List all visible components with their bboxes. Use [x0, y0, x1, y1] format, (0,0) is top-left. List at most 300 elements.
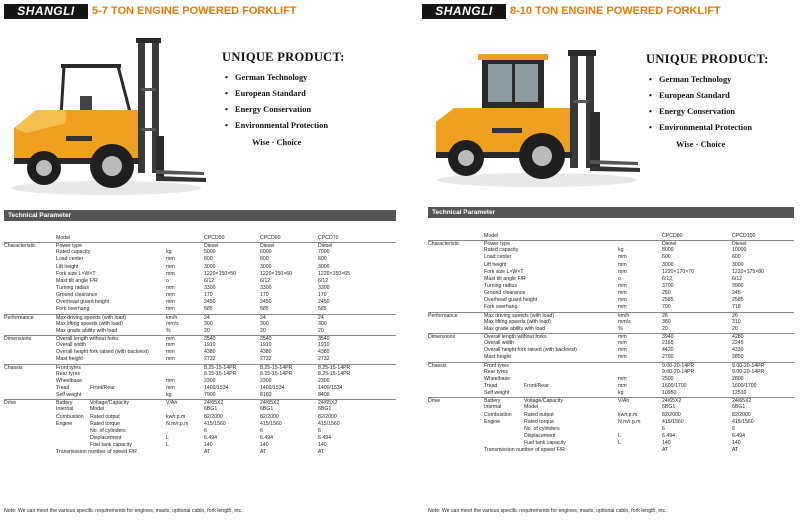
row-parameter: Mast height [484, 354, 511, 361]
row-parameter: Wheelbase [484, 375, 510, 382]
row-unit: N.m/r.p.m [166, 420, 189, 427]
table-row [4, 449, 396, 456]
row-unit: mm [166, 377, 175, 384]
row-subparameter: No. of cylinders [90, 427, 126, 434]
table-row [4, 342, 396, 349]
row-subparameter: Rated torque [90, 420, 120, 427]
row-value: 4280 [732, 333, 744, 340]
table-row [428, 247, 794, 254]
row-unit: mm [166, 384, 175, 391]
row-parameter: Overall width [484, 340, 514, 347]
row-parameter: Max lifting speeds (with load) [56, 320, 123, 327]
feature-item: • Environmental Protection [222, 118, 345, 134]
row-subparameter: Front/Rear [524, 382, 549, 389]
unique-product-heading: UNIQUE PRODUCT: [222, 50, 345, 64]
row-unit: kg [618, 390, 624, 397]
row-value: AT [732, 447, 739, 454]
row-value: 8.25-15-14PR [318, 364, 351, 371]
section-header: Technical Parameter [428, 207, 794, 218]
brand-logo: SHANGLI [4, 4, 88, 19]
row-parameter: Fork overhang [484, 304, 518, 311]
table-row [4, 285, 396, 292]
row-unit: mm [166, 284, 175, 291]
row-value: 170 [318, 292, 327, 299]
row-value: 82/2000 [204, 413, 223, 420]
row-value: 8.25-15-14PR [318, 370, 351, 377]
row-value: 10950 [662, 390, 677, 397]
row-value: 3300 [204, 284, 216, 291]
table-row [4, 435, 396, 442]
table-row [4, 328, 396, 335]
table-row [4, 414, 396, 421]
row-value: 140 [662, 440, 671, 447]
row-parameter: Overall height fork raised (with backrest) [56, 349, 149, 356]
row-value: 1400/1534 [260, 384, 285, 391]
row-value: 20 [318, 327, 324, 334]
row-value: 170 [204, 292, 213, 299]
row-value: 600 [260, 256, 269, 263]
table-row [4, 278, 396, 285]
feature-item: • German Technology [646, 72, 769, 88]
row-value: 8160 [260, 392, 272, 399]
row-unit: mm/s [166, 320, 179, 327]
feature-item: • European Standard [222, 86, 345, 102]
row-value: 6BG1 [662, 404, 676, 411]
row-parameter: Lift height [484, 261, 507, 268]
row-parameter: Combustion [484, 411, 512, 418]
row-value: 2800 [732, 375, 744, 382]
feature-item: • Energy Conservation [222, 102, 345, 118]
row-value: 6000 [260, 249, 272, 256]
table-row [428, 369, 794, 376]
footnote: Note: We can meet the various specific requirements for engines, masts, optional cabin, fork length, etc. [428, 508, 667, 514]
row-unit: mm [166, 306, 175, 313]
row-value: 24 [260, 314, 266, 321]
table-row [4, 442, 396, 449]
page-title: 5-7 TON ENGINE POWERED FORKLIFT [92, 5, 297, 17]
row-value: 300 [260, 320, 269, 327]
row-value: 20 [204, 327, 210, 334]
row-unit: L [166, 434, 169, 441]
table-row [428, 419, 794, 426]
row-value: 415/1560 [204, 420, 226, 427]
row-value: 82/2000 [732, 411, 751, 418]
row-value: 6.494 [204, 434, 217, 441]
table-row [4, 235, 396, 242]
row-parameter: Tread [484, 382, 498, 389]
row-value: 415/1560 [662, 418, 684, 425]
row-unit: km/h [618, 312, 630, 319]
row-value: 3300 [318, 284, 330, 291]
row-value: 2732 [260, 356, 272, 363]
row-value: 3000 [204, 263, 216, 270]
row-value: 9.00-20-14PR [662, 362, 695, 369]
row-parameter: Tread [56, 384, 70, 391]
page-title: 8-10 TON ENGINE POWERED FORKLIFT [510, 5, 721, 17]
row-parameter: Max driving speeds (with load) [56, 314, 127, 321]
row-value: 8.25-15-14PR [260, 370, 293, 377]
row-value: 2450 [260, 299, 272, 306]
row-value: 20 [732, 325, 738, 332]
row-unit: km/h [166, 314, 178, 321]
table-row [428, 283, 794, 290]
row-value: 140 [260, 442, 269, 449]
row-unit: mm [166, 270, 175, 277]
row-value: 6.494 [318, 434, 331, 441]
slogan: Wise · Choice [252, 138, 302, 147]
row-unit: mm [166, 342, 175, 349]
row-parameter: Self weight [484, 390, 510, 397]
row-value: 3540 [318, 335, 330, 342]
row-value: 600 [662, 254, 671, 261]
row-value: 300 [204, 320, 213, 327]
forklift-image [6, 28, 211, 198]
row-value: 8400 [318, 392, 330, 399]
row-parameter: Max lifting speeds (with load) [484, 318, 551, 325]
row-subparameter: Rated output [524, 411, 554, 418]
row-value: 3300 [260, 284, 272, 291]
row-subparameter: Rated output [90, 413, 120, 420]
row-value: 140 [204, 442, 213, 449]
table-row [428, 333, 794, 340]
feature-list [222, 70, 345, 134]
page-header [4, 4, 297, 19]
row-value: Diesel [318, 243, 333, 250]
row-value: 585 [204, 306, 213, 313]
row-category: Dimensions [428, 333, 456, 340]
table-row [428, 347, 794, 354]
table-row [428, 290, 794, 297]
row-parameter: Mast height [56, 356, 83, 363]
row-parameter: Overall length without forks [56, 335, 119, 342]
row-parameter: Model [56, 235, 71, 241]
row-parameter: Load center [484, 254, 512, 261]
row-unit: kg [166, 392, 172, 399]
row-value: CPCD70 [318, 235, 339, 241]
table-row [4, 349, 396, 356]
row-unit: L [166, 442, 169, 449]
row-subparameter: Model [524, 404, 539, 411]
row-value: 2300 [260, 377, 272, 384]
section-header: Technical Parameter [4, 210, 396, 221]
table-row [428, 440, 794, 447]
row-value: Diesel [732, 241, 747, 248]
unique-product-heading: UNIQUE PRODUCT: [646, 52, 769, 66]
row-parameter: Rated capacity [56, 249, 91, 256]
row-value: Diesel [662, 241, 677, 248]
row-value: 6/12 [204, 277, 215, 284]
row-subparameter: Voltage/Capacity [90, 400, 129, 407]
forklift-image [432, 30, 642, 190]
row-value: 24 [318, 314, 324, 321]
table-row [4, 356, 396, 363]
row-value: 8.25-15-14PR [204, 364, 237, 371]
row-value: 415/1560 [260, 420, 282, 427]
table-row [4, 371, 396, 378]
table-row [4, 421, 396, 428]
row-unit: mm [618, 347, 627, 354]
row-value: AT [318, 449, 325, 456]
feature-list [646, 72, 769, 136]
slogan: Wise · Choice [676, 140, 726, 149]
row-value: Diesel [204, 243, 219, 250]
row-value: 3540 [260, 335, 272, 342]
row-value: 1220×150×65 [318, 270, 351, 277]
row-category: Drive [428, 398, 441, 405]
row-value: 24/65X2 [662, 398, 682, 405]
row-value: 2732 [204, 356, 216, 363]
row-value: 2500 [662, 375, 674, 382]
row-parameter: Turning radius [484, 282, 517, 289]
row-unit: L [618, 432, 621, 439]
row-value: 2165 [662, 340, 674, 347]
row-value: 1400/1534 [204, 384, 229, 391]
row-value: 250 [662, 290, 671, 297]
row-value: 5000 [204, 249, 216, 256]
row-value: 170 [260, 292, 269, 299]
row-value: CPCD80 [662, 233, 683, 239]
row-value: 380 [662, 318, 671, 325]
row-category: Drive [4, 400, 17, 407]
row-value: 82/2000 [662, 411, 681, 418]
row-value: CPCD60 [260, 235, 281, 241]
row-value: 26 [662, 312, 668, 319]
table-row [4, 392, 396, 399]
row-value: 6 [662, 425, 665, 432]
table-row [428, 312, 794, 319]
row-unit: mm [166, 356, 175, 363]
row-value: 6.494 [260, 434, 273, 441]
table-row [4, 256, 396, 263]
table-row [4, 314, 396, 321]
row-parameter: Battery [484, 398, 501, 405]
table-row [4, 242, 396, 249]
row-value: 6/12 [732, 275, 743, 282]
row-category: Characteristic [4, 243, 36, 250]
row-value: 9.00-20-14PR [732, 368, 765, 375]
row-value: AT [204, 449, 211, 456]
table-row [428, 340, 794, 347]
table-row [4, 271, 396, 278]
row-value: 718 [732, 304, 741, 311]
row-value: 2585 [662, 297, 674, 304]
row-value: 2300 [318, 377, 330, 384]
row-unit: mm [166, 263, 175, 270]
row-value: 1220×150×50 [204, 270, 237, 277]
row-parameter: Wheelbase [56, 377, 82, 384]
table-row [4, 378, 396, 385]
row-value: 3940 [662, 333, 674, 340]
row-unit: mm [618, 261, 627, 268]
row-subparameter: Model [90, 406, 105, 413]
table-row [4, 399, 396, 406]
row-value: 1910 [204, 342, 216, 349]
row-unit: mm [166, 335, 175, 342]
table-row [428, 326, 794, 333]
row-subparameter: Rated torque [524, 418, 554, 425]
row-unit: mm [166, 292, 175, 299]
row-value: 24/65X2 [260, 400, 280, 407]
feature-item: • German Technology [222, 70, 345, 86]
row-parameter: Max grade ability with load [56, 327, 118, 334]
row-value: 1600/1700 [662, 382, 687, 389]
row-value: 26 [732, 312, 738, 319]
row-value: 8000 [662, 247, 674, 254]
row-value: 4380 [318, 349, 330, 356]
row-value: 4330 [732, 347, 744, 354]
row-unit: o [166, 277, 169, 284]
row-value: 2450 [318, 299, 330, 306]
table-row [4, 321, 396, 328]
unique-product-block [222, 50, 345, 147]
row-category: Performance [428, 312, 458, 319]
row-value: 6BG1 [204, 406, 218, 413]
row-value: 82/2000 [260, 413, 279, 420]
row-subparameter: Displacement [90, 434, 122, 441]
row-unit: kg [166, 249, 172, 256]
spec-table [4, 235, 396, 456]
row-value: 8.25-15-14PR [260, 364, 293, 371]
row-value: 2300 [204, 377, 216, 384]
row-parameter: Overall height fork raised (with backrest) [484, 347, 577, 354]
row-value: 20 [260, 327, 266, 334]
brochure-page-right [402, 0, 800, 523]
table-row [428, 276, 794, 283]
row-parameter: Overhead guard height [56, 299, 110, 306]
row-parameter: Max grade ability with load [484, 325, 546, 332]
row-value: 300 [318, 320, 327, 327]
row-value: AT [260, 449, 267, 456]
row-parameter: Overall length without forks [484, 333, 547, 340]
row-parameter: Battery [56, 400, 73, 407]
row-parameter: Ground clearance [56, 292, 98, 299]
table-row [428, 397, 794, 404]
row-unit: L [618, 440, 621, 447]
row-parameter: Mast tilt angle F/R [484, 275, 526, 282]
table-row [428, 383, 794, 390]
row-value: 8.25-15-14PR [204, 370, 237, 377]
row-parameter: Fork overhang [56, 306, 90, 313]
row-unit: mm [618, 333, 627, 340]
row-unit: mm/s [618, 318, 631, 325]
row-parameter: Engine [484, 418, 501, 425]
feature-item: • European Standard [646, 88, 769, 104]
row-value: 700 [662, 304, 671, 311]
table-row [428, 269, 794, 276]
row-value: 6/12 [662, 275, 673, 282]
row-parameter: Combustion [56, 413, 84, 420]
row-category: Characteristic [428, 241, 460, 248]
row-value: 3540 [204, 335, 216, 342]
row-value: 4420 [662, 347, 674, 354]
row-value: 1400/1534 [318, 384, 343, 391]
row-parameter: Turning radius [56, 284, 89, 291]
row-parameter: Transmission number of speed F/R [484, 447, 565, 454]
row-value: 6BG1 [260, 406, 274, 413]
table-row [428, 376, 794, 383]
row-value: 310 [732, 318, 741, 325]
row-parameter: Rear tyres [484, 368, 508, 375]
row-category: Chassis [4, 364, 23, 371]
row-value: 6 [204, 427, 207, 434]
row-value: 2585 [732, 297, 744, 304]
row-parameter: Rated capacity [484, 247, 519, 254]
row-value: AT [662, 447, 669, 454]
unique-product-block [646, 52, 769, 149]
row-parameter: Overall width [56, 342, 86, 349]
row-parameter: Ground clearance [484, 290, 526, 297]
table-row [4, 385, 396, 392]
row-value: 6BG1 [318, 406, 332, 413]
table-row [428, 297, 794, 304]
row-parameter: Power type [56, 243, 82, 250]
table-row [428, 319, 794, 326]
row-value: 10000 [732, 247, 747, 254]
row-unit: mm [618, 340, 627, 347]
table-row [4, 292, 396, 299]
row-value: 6/12 [260, 277, 271, 284]
row-value: 600 [204, 256, 213, 263]
row-value: Diesel [260, 243, 275, 250]
row-unit: mm [166, 256, 175, 263]
row-value: 585 [260, 306, 269, 313]
row-value: 3000 [318, 263, 330, 270]
row-unit: kw/r.p.m [618, 411, 638, 418]
row-parameter: Max driving speeds (with load) [484, 312, 555, 319]
row-value: 6.494 [662, 432, 675, 439]
row-value: 20 [662, 325, 668, 332]
page-header [422, 4, 721, 19]
row-value: 6BG1 [732, 404, 746, 411]
table-row [428, 240, 794, 247]
row-value: 4380 [260, 349, 272, 356]
row-value: 2732 [318, 356, 330, 363]
row-value: 7000 [318, 249, 330, 256]
row-value: 7900 [204, 392, 216, 399]
row-unit: mm [618, 290, 627, 297]
row-parameter: Transmission number of speed F/R [56, 449, 137, 456]
row-value: 12510 [732, 390, 747, 397]
row-value: 6 [260, 427, 263, 434]
row-unit: mm [618, 382, 627, 389]
row-subparameter: Displacement [524, 432, 556, 439]
table-row [4, 428, 396, 435]
row-value: 3900 [732, 282, 744, 289]
row-subparameter: Voltage/Capacity [524, 398, 563, 405]
row-subparameter: No. of cylinders [524, 425, 560, 432]
row-unit: N.m/r.p.m [618, 418, 641, 425]
row-value: 1910 [318, 342, 330, 349]
row-value: 2850 [732, 354, 744, 361]
row-parameter: Power type [484, 241, 510, 248]
row-value: 24 [204, 314, 210, 321]
row-parameter: Mast tilt angle F/R [56, 277, 98, 284]
row-parameter: Lift height [56, 263, 79, 270]
table-row [428, 404, 794, 411]
row-value: 82/2000 [318, 413, 337, 420]
row-parameter: Load center [56, 256, 84, 263]
row-parameter: Front tyres [484, 362, 509, 369]
row-value: 3000 [732, 261, 744, 268]
table-row [4, 264, 396, 271]
row-subparameter: Fuel tank capacity [524, 440, 566, 447]
row-value: 600 [732, 254, 741, 261]
brand-logo: SHANGLI [422, 4, 506, 19]
row-parameter: Self weight [56, 392, 82, 399]
row-value: 6/12 [318, 277, 329, 284]
row-value: 2245 [732, 340, 744, 347]
feature-item: • Energy Conservation [646, 104, 769, 120]
